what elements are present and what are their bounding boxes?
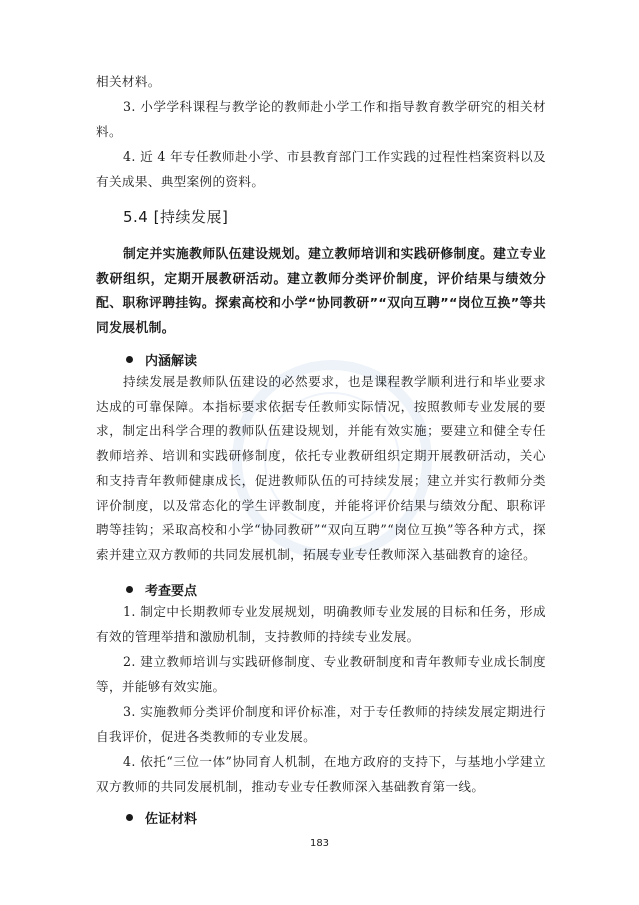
key-point-1: 1. 制定中长期教师专业发展规划，明确教师专业发展的目标和任务，形成有效的管理举措和激励机制，支持教师的持续专业发展。	[96, 604, 546, 644]
paragraph-continuation: 相关材料。	[96, 74, 161, 89]
evidence-item-3: 3. 小学学科课程与教学论的教师赴小学工作和指导教育教学研究的相关材料。	[96, 99, 546, 139]
bullet-dot-icon	[126, 586, 133, 593]
bullet-interpretation: 内涵解读	[126, 350, 197, 369]
key-point-4: 4. 依托“三位一体”协同育人机制，在地方政府的支持下，与基地小学建立双方教师的共同发展机制，推动专业专任教师深入基础教育第一线。	[96, 754, 546, 794]
bullet-dot-icon	[126, 814, 133, 821]
section-heading: 5.4 [持续发展]	[123, 208, 229, 226]
key-point-3: 3. 实施教师分类评价制度和评价标准，对于专任教师的持续发展定期进行自我评价，促进各类教师的专业发展。	[96, 704, 546, 744]
bullet-key-points: 考查要点	[126, 580, 197, 599]
page-number: 183	[309, 838, 330, 849]
bullet-evidence: 佐证材料	[126, 808, 197, 827]
standard-text: 制定并实施教师队伍建设规划。建立教师培训和实践研修制度。建立专业教研组织，定期开展教研活动。建立教师分类评价制度，评价结果与绩效分配、职称评聘挂钩。探索高校和小学“协同教研”“双向互聘”“岗位互换”等共同发展机制。	[96, 247, 546, 336]
bullet-dot-icon	[126, 356, 133, 363]
evidence-item-4: 4. 近 4 年专任教师赴小学、市县教育部门工作实践的过程性档案资料以及有关成果、典型案例的资料。	[96, 149, 546, 189]
key-point-2: 2. 建立教师培训与实践研修制度、专业教研制度和青年教师专业成长制度等，并能够有效实施。	[96, 654, 546, 694]
interpretation-text: 持续发展是教师队伍建设的必然要求，也是课程教学顺利进行和毕业要求达成的可靠保障。本指标要求依据专任教师实际情况，按照教师专业发展的要求，制定出科学合理的教师队伍建设规划，并能有效实施；要建立和健全专任教师培养、培训和实践研修制度，依托专业教研组织定期开展教研活动，关心和支持青年教师健康成长，促进教师队伍的可持续发展；建立并实行教师分类评价制度，以及常态化的学生评教制度，并能将评价结果与绩效分配、职称评聘等挂钩；采取高校和小学“协同教研”“双向互聘”“岗位互换”等各种方式，探索并建立双方教师的共同发展机制，拓展专业专任教师深入基础教育的途径。	[96, 374, 546, 562]
